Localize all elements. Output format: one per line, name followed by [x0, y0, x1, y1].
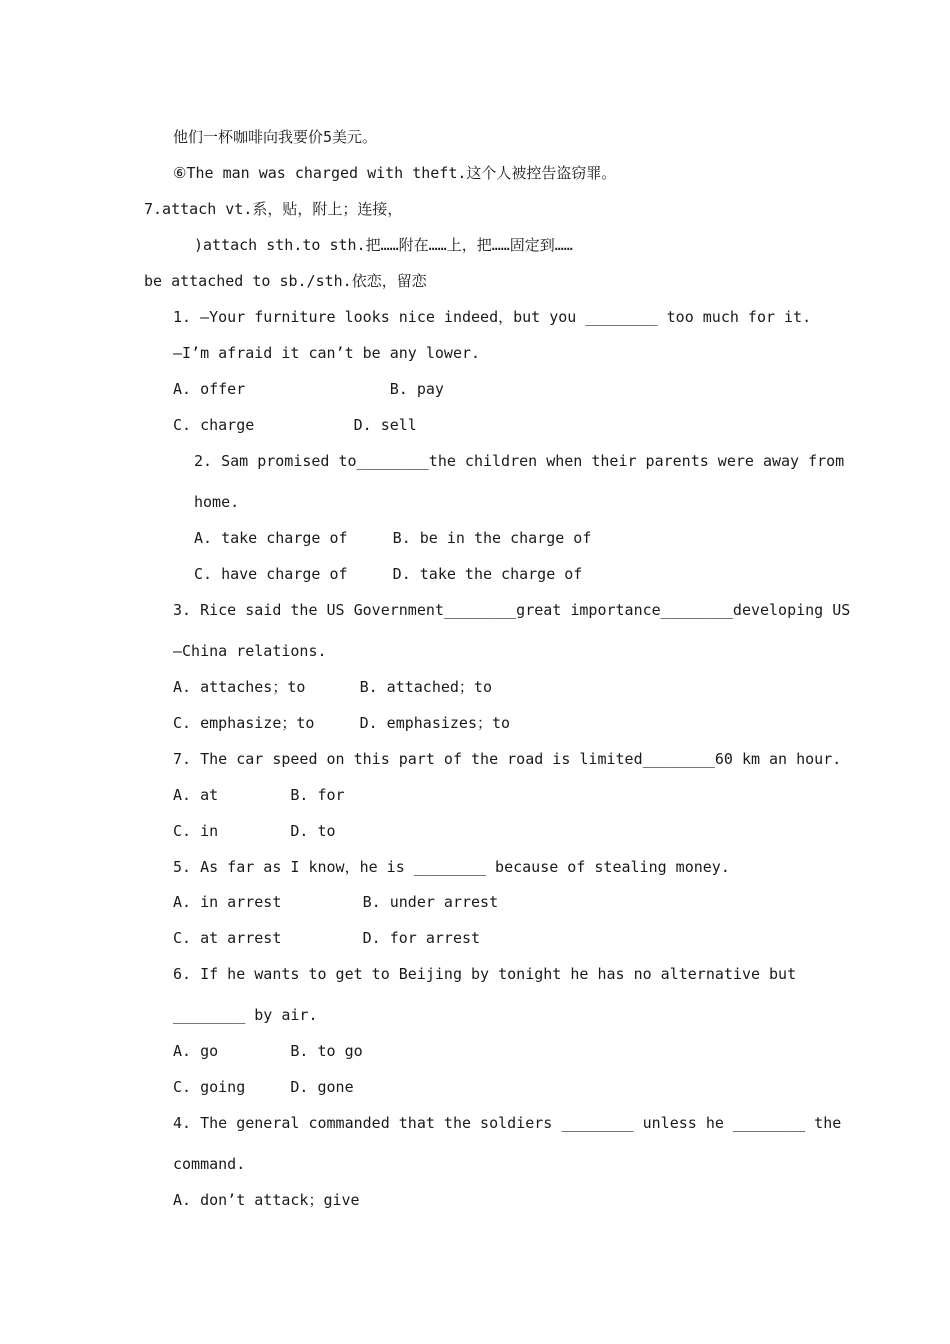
- question-line: 2. Sam promised to________the children when their parents were away from: [194, 452, 845, 470]
- option-line: C. at arrest D. for arrest: [173, 929, 481, 947]
- question-line: 5. As far as I know，he is ________ because of stealing money.: [173, 858, 730, 876]
- option-line: A. offer B. pay: [173, 380, 444, 398]
- text-line: ⑥The man was charged with theft.这个人被控告盗窃罪。: [173, 164, 617, 182]
- option-line: C. in D. to: [173, 822, 336, 840]
- text-line: —China relations.: [173, 642, 327, 660]
- question-line: 1. —Your furniture looks nice indeed，but you ________ too much for it.: [173, 308, 812, 326]
- text-line: )attach sth.to sth.把……附在……上，把……固定到……: [194, 236, 573, 254]
- option-line: A. at B. for: [173, 786, 345, 804]
- option-line: A. in arrest B. under arrest: [173, 893, 499, 911]
- text-line: 7.attach vt.系，贴，附上；连接，: [144, 200, 403, 218]
- text-line: —I’m afraid it can’t be any lower.: [173, 344, 481, 362]
- option-line: C. charge D. sell: [173, 416, 417, 434]
- option-line: A. take charge of B. be in the charge of: [194, 529, 592, 547]
- text-line: 他们一杯咖啡向我要价5美元。: [173, 128, 378, 146]
- option-line: A. don’t attack；give: [173, 1191, 360, 1209]
- question-line: 7. The car speed on this part of the road is limited________60 km an hour.: [173, 750, 842, 768]
- option-line: C. have charge of D. take the charge of: [194, 565, 583, 583]
- option-line: C. going D. gone: [173, 1078, 354, 1096]
- option-line: C. emphasize；to D. emphasizes；to: [173, 714, 511, 732]
- question-line: 3. Rice said the US Government________great importance________developing US: [173, 601, 851, 619]
- option-line: A. attaches；to B. attached；to: [173, 678, 492, 696]
- text-line: command.: [173, 1155, 246, 1173]
- text-line: home.: [194, 493, 240, 511]
- option-line: A. go B. to go: [173, 1042, 363, 1060]
- text-line: be attached to sb./sth.依恋，留恋: [144, 272, 427, 290]
- question-line: 6. If he wants to get to Beijing by tonight he has no alternative but: [173, 965, 797, 983]
- question-line: 4. The general commanded that the soldiers ________ unless he ________ the: [173, 1114, 842, 1132]
- text-line: ________ by air.: [173, 1006, 318, 1024]
